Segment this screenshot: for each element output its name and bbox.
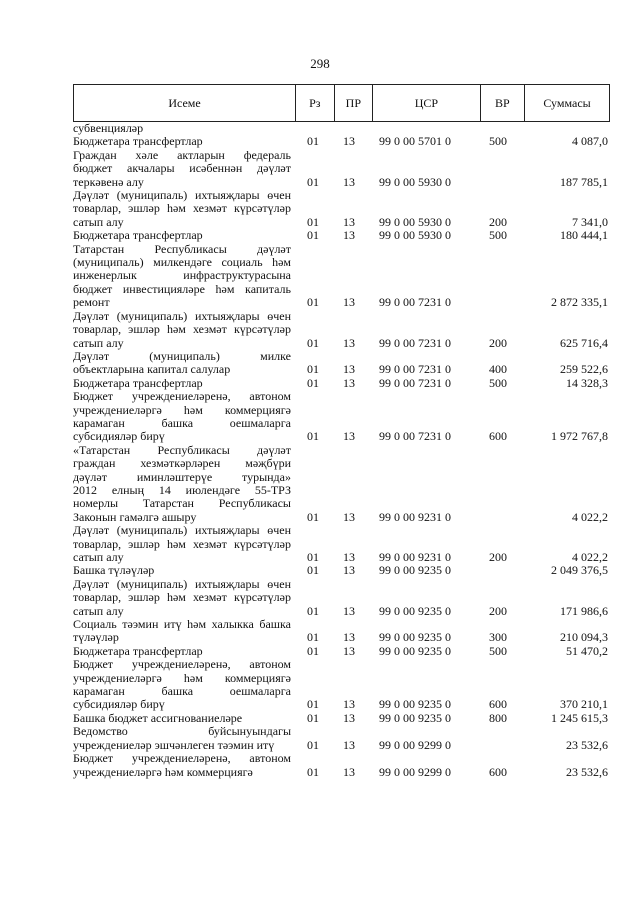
row-name-line: сатып алу <box>73 550 124 564</box>
row-name-line: сатып алу <box>73 214 124 229</box>
row-vr: 600 <box>489 764 507 779</box>
header-rz: Рз <box>296 85 335 121</box>
row-rz: 01 <box>307 563 319 578</box>
row-name-line: теркәвенә алу <box>73 174 144 189</box>
row-csr: 99 0 00 5930 0 <box>379 228 451 243</box>
table-row <box>73 122 610 135</box>
table-row <box>73 752 610 779</box>
row-vr: 200 <box>489 214 507 229</box>
row-name <box>73 243 297 310</box>
row-name-line: ремонт <box>73 295 110 310</box>
row-vr <box>481 725 525 752</box>
row-name-line: Бюджетара трансфертлар <box>73 375 203 390</box>
table-row <box>73 578 610 618</box>
row-rz: 01 <box>307 710 319 725</box>
row-name-line: карамаган башка оешмаларга <box>73 684 291 699</box>
row-vr: 600 <box>489 697 507 712</box>
row-name <box>73 122 297 135</box>
row-pr: 13 <box>343 630 355 645</box>
table-row <box>73 618 610 645</box>
table-body <box>73 122 610 779</box>
table-header <box>73 84 610 122</box>
row-pr: 13 <box>343 509 355 524</box>
row-name-line: Бюджет учреждениеләренә, автоном <box>73 751 291 766</box>
header-vr: ВР <box>481 85 525 121</box>
row-vr: 500 <box>489 643 507 658</box>
row-pr: 13 <box>343 362 355 377</box>
row-sum: 1 972 767,8 <box>551 429 608 444</box>
row-rz: 01 <box>307 228 319 243</box>
row-rz: 01 <box>307 174 319 189</box>
row-rz: 01 <box>307 737 319 752</box>
row-name-line: сатып алу <box>73 603 124 618</box>
row-name-line: граждан хезмәткәрләрен мәҗбүри <box>73 456 291 471</box>
table-row <box>73 135 610 148</box>
row-pr: 13 <box>343 375 355 390</box>
table-row <box>73 149 610 189</box>
row-csr: 99 0 00 5701 0 <box>379 134 451 149</box>
table-row <box>73 712 610 725</box>
row-name-line: дәүләт иминләштерүе турында» <box>73 469 291 484</box>
table-row <box>73 350 610 377</box>
row-sum: 2 049 376,5 <box>551 563 608 578</box>
row-csr: 99 0 00 9235 0 <box>379 643 451 658</box>
row-name-line: Дәүләт (муниципаль) ихтыяҗлары өчен <box>73 308 291 323</box>
row-name <box>73 377 297 390</box>
row-sum: 23 532,6 <box>566 764 608 779</box>
row-name-line: бюджет акчалары исәбеннән дәүләт <box>73 161 291 176</box>
table-row <box>73 377 610 390</box>
row-name-line: учреждениеләр эшчәнлеген тәэмин итү <box>73 737 275 752</box>
row-rz: 01 <box>307 214 319 229</box>
row-vr: 400 <box>489 362 507 377</box>
row-rz: 01 <box>307 630 319 645</box>
row-csr: 99 0 00 9231 0 <box>379 550 451 564</box>
row-name-line: учреждениеләргә һәм коммерциягә <box>73 670 291 685</box>
row-sum: 51 470,2 <box>566 643 608 658</box>
row-name <box>73 189 297 229</box>
row-name-line: Ведомство буйсынуындагы <box>73 724 291 739</box>
row-sum: 370 210,1 <box>560 697 608 712</box>
row-vr <box>481 564 525 577</box>
row-name-line: түләүләр <box>73 630 119 645</box>
row-name-line: Дәүләт (муниципаль) милке <box>73 348 291 363</box>
row-name <box>73 712 297 725</box>
row-csr: 99 0 00 7231 0 <box>379 335 451 350</box>
row-name <box>73 390 297 444</box>
row-name <box>73 524 297 564</box>
row-name-line: субсидияләр бирү <box>73 697 165 712</box>
row-name <box>73 725 297 752</box>
row-csr: 99 0 00 7231 0 <box>379 375 451 390</box>
table-row <box>73 645 610 658</box>
table-row <box>73 310 610 350</box>
row-name-line: Башка бюджет ассигнованиеләре <box>73 710 243 725</box>
table-row <box>73 658 610 712</box>
row-name <box>73 135 297 148</box>
row-csr: 99 0 00 9235 0 <box>379 630 451 645</box>
row-rz: 01 <box>307 134 319 149</box>
row-pr: 13 <box>343 643 355 658</box>
table-row <box>73 189 610 229</box>
row-pr: 13 <box>343 737 355 752</box>
row-rz: 01 <box>307 429 319 444</box>
row-name-line: Дәүләт (муниципаль) ихтыяҗлары өчен <box>73 523 291 538</box>
page-number: 298 <box>310 56 330 71</box>
row-name-line: товарлар, эшләр һәм хезмәт күрсәтүләр <box>73 590 291 605</box>
row-name-line: Татарстан Республикасы дәүләт <box>73 241 291 256</box>
row-name <box>73 229 297 242</box>
row-pr: 13 <box>343 134 355 149</box>
row-name-line: товарлар, эшләр һәм хезмәт күрсәтүләр <box>73 322 291 337</box>
row-pr: 13 <box>343 174 355 189</box>
row-rz: 01 <box>307 295 319 310</box>
row-pr: 13 <box>343 710 355 725</box>
row-name <box>73 618 297 645</box>
row-rz: 01 <box>307 509 319 524</box>
row-vr <box>481 149 525 189</box>
row-name-line: Граждан хәле актларын федераль <box>73 147 291 162</box>
row-name-line: Дәүләт (муниципаль) ихтыяҗлары өчен <box>73 576 291 591</box>
row-csr: 99 0 00 9235 0 <box>379 563 451 578</box>
row-name-line: объектларына капитал салулар <box>73 362 231 377</box>
header-pr: ПР <box>335 85 374 121</box>
row-name-line: номерлы Татарстан Республикасы <box>73 496 291 511</box>
row-name <box>73 149 297 189</box>
row-vr: 500 <box>489 134 507 149</box>
row-name-line: Бюджет учреждениеләренә, автоном <box>73 657 291 672</box>
row-csr: 99 0 00 9299 0 <box>379 737 451 752</box>
row-pr: 13 <box>343 429 355 444</box>
header-sum: Суммасы <box>543 95 591 110</box>
row-name <box>73 444 297 524</box>
row-name <box>73 350 297 377</box>
row-csr: 99 0 00 9231 0 <box>379 509 451 524</box>
row-name <box>73 564 297 577</box>
row-sum: 4 022,2 <box>572 550 608 564</box>
row-name-line: инженерлык инфраструктурасына <box>73 268 291 283</box>
row-sum: 4 087,0 <box>572 134 608 149</box>
row-name-line: Бюджетара трансфертлар <box>73 134 203 149</box>
row-pr <box>335 122 373 135</box>
row-vr: 500 <box>489 375 507 390</box>
row-sum: 625 716,4 <box>560 335 608 350</box>
row-name-line: (муниципаль) милкендәге социаль һәм <box>73 255 291 270</box>
row-sum: 180 444,1 <box>560 228 608 243</box>
row-name-line: товарлар, эшләр һәм хезмәт күрсәтүләр <box>73 201 291 216</box>
row-rz: 01 <box>307 550 319 564</box>
table-row <box>73 444 610 524</box>
row-pr: 13 <box>343 550 355 564</box>
row-name-line: Бюджет учреждениеләренә, автоном <box>73 389 291 404</box>
row-name <box>73 645 297 658</box>
row-name-line: Бюджетара трансфертлар <box>73 643 203 658</box>
row-pr: 13 <box>343 295 355 310</box>
row-sum: 259 522,6 <box>560 362 608 377</box>
row-sum: 210 094,3 <box>560 630 608 645</box>
row-vr <box>481 122 525 135</box>
row-pr: 13 <box>343 335 355 350</box>
row-name <box>73 310 297 350</box>
table-row <box>73 390 610 444</box>
row-csr: 99 0 00 7231 0 <box>379 429 451 444</box>
row-name <box>73 578 297 618</box>
row-pr: 13 <box>343 228 355 243</box>
row-vr: 200 <box>489 550 507 564</box>
row-rz: 01 <box>307 335 319 350</box>
row-name-line: сатып алу <box>73 335 124 350</box>
row-name-line: Дәүләт (муниципаль) ихтыяҗлары өчен <box>73 188 291 203</box>
row-csr: 99 0 00 5930 0 <box>379 174 451 189</box>
row-csr: 99 0 00 9235 0 <box>379 710 451 725</box>
row-vr: 500 <box>489 228 507 243</box>
row-csr: 99 0 00 7231 0 <box>379 362 451 377</box>
row-vr: 600 <box>489 429 507 444</box>
row-rz: 01 <box>307 603 319 618</box>
row-rz: 01 <box>307 362 319 377</box>
row-sum: 187 785,1 <box>560 174 608 189</box>
table-row <box>73 243 610 310</box>
row-csr: 99 0 00 9299 0 <box>379 764 451 779</box>
row-csr <box>373 122 481 135</box>
row-csr: 99 0 00 7231 0 <box>379 295 451 310</box>
row-rz: 01 <box>307 764 319 779</box>
table-row <box>73 229 610 242</box>
row-sum: 1 245 615,3 <box>551 710 608 725</box>
row-vr: 200 <box>489 335 507 350</box>
table-row <box>73 524 610 564</box>
row-rz: 01 <box>307 643 319 658</box>
row-name-line: «Татарстан Республикасы дәүләт <box>73 442 291 457</box>
row-pr: 13 <box>343 603 355 618</box>
row-csr: 99 0 00 9235 0 <box>379 697 451 712</box>
row-name-line: учреждениеләргә һәм коммерциягә <box>73 764 253 779</box>
row-vr <box>481 243 525 310</box>
row-name-line: субвенцияләр <box>73 121 144 135</box>
header-csr: ЦСР <box>373 85 481 121</box>
row-pr: 13 <box>343 214 355 229</box>
row-sum: 171 986,6 <box>560 603 608 618</box>
row-pr: 13 <box>343 697 355 712</box>
row-sum <box>525 122 610 135</box>
row-csr: 99 0 00 5930 0 <box>379 214 451 229</box>
row-sum: 2 872 335,1 <box>551 295 608 310</box>
row-vr: 300 <box>489 630 507 645</box>
row-name-line: бюджет инвестицияләре һәм капиталь <box>73 281 291 296</box>
table-row <box>73 564 610 577</box>
budget-table <box>73 84 610 779</box>
row-name-line: Социаль тәэмин итү һәм халыкка башка <box>73 617 291 632</box>
row-vr: 200 <box>489 603 507 618</box>
row-rz: 01 <box>307 697 319 712</box>
row-sum: 7 341,0 <box>572 214 608 229</box>
row-vr <box>481 444 525 524</box>
row-name-line: учреждениеләргә һәм коммерциягә <box>73 402 291 417</box>
row-name <box>73 752 297 779</box>
row-name-line: карамаган башка оешмаларга <box>73 415 291 430</box>
row-pr: 13 <box>343 563 355 578</box>
row-name-line: 2012 елның 14 июлендәге 55-ТРЗ <box>73 482 291 497</box>
row-pr: 13 <box>343 764 355 779</box>
row-name-line: субсидияләр бирү <box>73 429 165 444</box>
row-sum: 23 532,6 <box>566 737 608 752</box>
table-row <box>73 725 610 752</box>
row-name-line: Законын гамәлгә ашыру <box>73 509 197 524</box>
row-name-line: Башка түләүләр <box>73 563 155 578</box>
row-name-line: Бюджетара трансфертлар <box>73 228 203 243</box>
row-vr: 800 <box>489 710 507 725</box>
header-name: Исеме <box>74 85 296 121</box>
row-csr: 99 0 00 9235 0 <box>379 603 451 618</box>
row-sum: 14 328,3 <box>566 375 608 390</box>
row-name-line: товарлар, эшләр һәм хезмәт күрсәтүләр <box>73 536 291 551</box>
row-name <box>73 658 297 712</box>
row-sum: 4 022,2 <box>572 509 608 524</box>
row-rz <box>297 122 335 135</box>
row-rz: 01 <box>307 375 319 390</box>
